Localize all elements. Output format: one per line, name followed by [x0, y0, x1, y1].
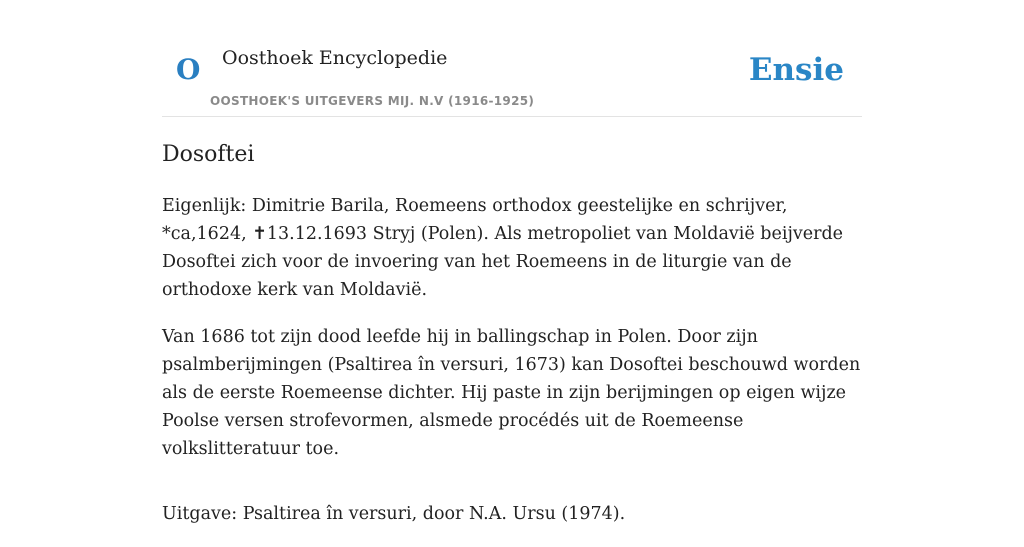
site-title[interactable]: Oosthoek Encyclopedie	[222, 47, 448, 69]
edition-note: Uitgave: Psaltirea în versuri, door N.A. Ursu (1974).	[162, 504, 626, 524]
entry-paragraph: Van 1686 tot zijn dood leefde hij in ballingschap in Polen. Door zijn psalmberijmingen (Psaltirea în versuri, 1673) kan Dosoftei beschouwd worden als de eerste Roemeense dichter. Hij paste in zijn berijmingen op eigen wijze Poolse versen strofevormen, alsmede procédés uit de Roemeense volkslitteratuur toe.	[162, 327, 861, 459]
entry-body	[162, 192, 862, 547]
entry-title: Dosoftei	[162, 142, 255, 167]
site-header	[162, 0, 862, 117]
entry-paragraph: Eigenlijk: Dimitrie Barila, Roemeens orthodox geestelijke en schrijver, *ca,1624, ✝13.12.1693 Stryj (Polen). Als metropoliet van Moldavië beijverde Dosoftei zich voor de invoering van het Roemeens in de liturgie van de orthodoxe kerk van Moldavië.	[162, 196, 844, 300]
publisher-subtitle: OOSTHOEK'S UITGEVERS MIJ. N.V (1916-1925)	[210, 94, 535, 108]
site-logo[interactable]: O	[176, 53, 201, 86]
ensie-brand-logo[interactable]: Ensie	[748, 52, 844, 88]
